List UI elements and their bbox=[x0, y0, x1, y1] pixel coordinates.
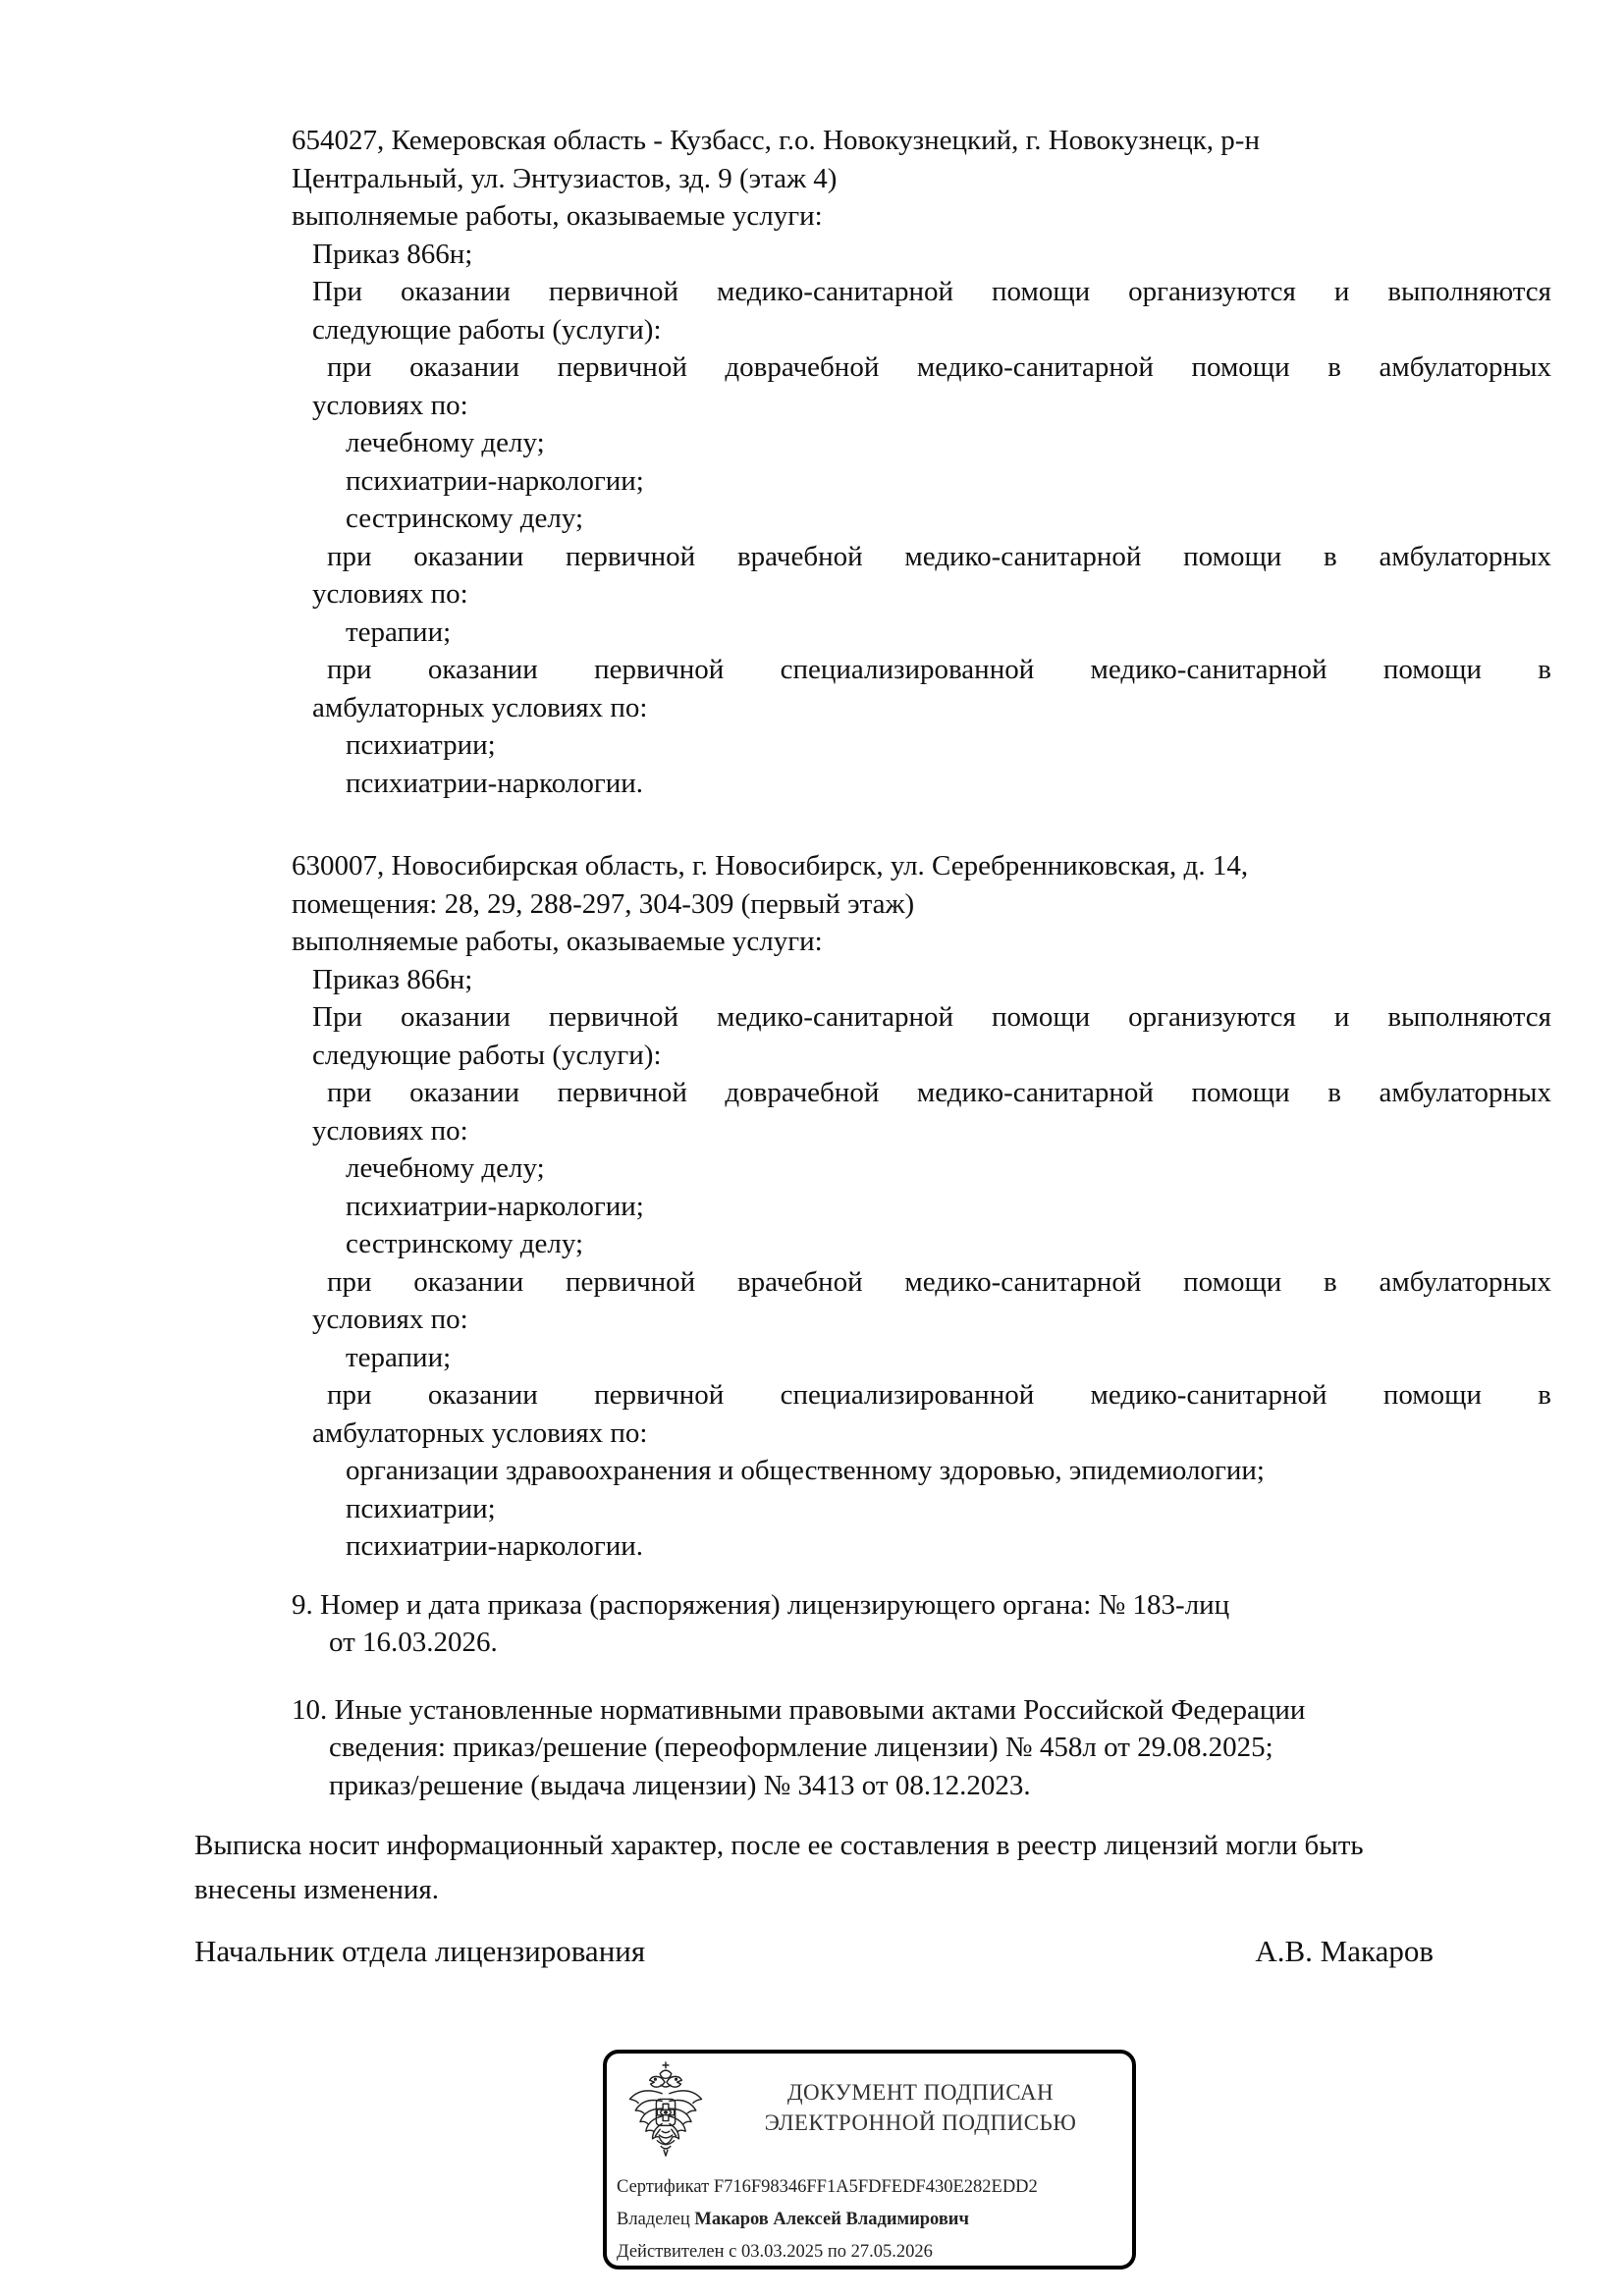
text-line: от 16.03.2026. bbox=[329, 1627, 498, 1658]
stamp-owner-line bbox=[617, 2204, 1132, 2236]
certificate-label: Сертификат bbox=[617, 2177, 710, 2197]
text-line: психиатрии-наркологии; bbox=[346, 1190, 644, 1222]
text-line: терапии; bbox=[346, 615, 452, 648]
text-line: психиатрии; bbox=[346, 729, 496, 761]
text-line: психиатрии-наркологии; bbox=[346, 464, 644, 497]
text-line: Приказ 866н; bbox=[312, 238, 473, 270]
text-line: следующие работы (услуги): bbox=[312, 313, 662, 346]
stamp-info bbox=[617, 2171, 1132, 2269]
text-line: амбулаторных условиях по: bbox=[312, 691, 648, 723]
text-line: лечебному делу; bbox=[346, 1152, 545, 1184]
text-line: 10. Иные установленные нормативными правовыми актами Российской Федерации bbox=[292, 1693, 1306, 1726]
text-line: Приказ 866н; bbox=[312, 963, 473, 995]
order-item-9 bbox=[292, 1586, 1551, 1662]
text-line: 9. Номер и дата приказа (распоряжения) лицензирующего органа: № 183-лиц bbox=[292, 1588, 1230, 1621]
stamp-certificate-line bbox=[617, 2171, 1132, 2204]
text-line: сестринскому делу; bbox=[346, 503, 584, 534]
text-line: при оказании первичной доврачебной медико-санитарной помощи в амбулаторных bbox=[327, 1077, 1551, 1108]
signature-row bbox=[194, 1934, 1434, 1969]
text-line: следующие работы (услуги): bbox=[312, 1039, 662, 1071]
double-eagle-emblem-icon bbox=[623, 2061, 709, 2160]
stamp-header bbox=[607, 2054, 1132, 2165]
text-line: выполняемые работы, оказываемые услуги: bbox=[292, 926, 823, 957]
text-line: психиатрии-наркологии. bbox=[346, 767, 644, 799]
footer-note-line: Выписка носит информационный характер, после ее составления в реестр лицензий могли быть bbox=[194, 1830, 1364, 1861]
footer-note bbox=[194, 1824, 1564, 1912]
text-line: организации здравоохранения и общественному здоровью, эпидемиологии; bbox=[346, 1455, 1265, 1486]
signatory-name: А.В. Макаров bbox=[1255, 1934, 1434, 1968]
text-line: психиатрии-наркологии. bbox=[346, 1530, 644, 1562]
text-line: амбулаторных условиях по: bbox=[312, 1416, 648, 1449]
text-line: терапии; bbox=[346, 1341, 452, 1373]
order-item-10 bbox=[292, 1691, 1551, 1805]
text-line: при оказании первичной врачебной медико-санитарной помощи в амбулаторных bbox=[327, 540, 1551, 572]
text-line: выполняемые работы, оказываемые услуги: bbox=[292, 200, 823, 232]
text-line: При оказании первичной медико-санитарной помощи организуются и выполняются bbox=[312, 276, 1551, 307]
owner-value: Макаров Алексей Владимирович bbox=[694, 2210, 969, 2229]
stamp-validity-line: Действителен с 03.03.2025 по 27.05.2026 bbox=[617, 2242, 933, 2262]
text-line: 654027, Кемеровская область - Кузбасс, г.о. Новокузнецкий, г. Новокузнецк, р-н bbox=[292, 125, 1260, 156]
text-line: Центральный, ул. Энтузиастов, зд. 9 (этаж 4) bbox=[292, 162, 838, 194]
text-line: При оказании первичной медико-санитарной помощи организуются и выполняются bbox=[312, 1001, 1551, 1033]
text-line: помещения: 28, 29, 288-297, 304-309 (первый этаж) bbox=[292, 887, 915, 920]
text-line: условиях по: bbox=[312, 1114, 468, 1147]
stamp-title-line2: ЭЛЕКТРОННОЙ ПОДПИСЬЮ bbox=[764, 2110, 1077, 2135]
text-line: лечебному делу; bbox=[346, 427, 545, 458]
owner-label: Владелец bbox=[617, 2210, 690, 2229]
signatory-title: Начальник отдела лицензирования bbox=[194, 1934, 646, 1968]
text-line: приказ/решение (выдача лицензии) № 3413 от 08.12.2023. bbox=[329, 1769, 1031, 1801]
stamp-title bbox=[709, 2077, 1132, 2138]
address-block-2 bbox=[292, 847, 1551, 1566]
text-line: при оказании первичной доврачебной медико-санитарной помощи в амбулаторных bbox=[327, 351, 1551, 383]
footer-note-line: внесены изменения. bbox=[194, 1874, 439, 1905]
text-line: условиях по: bbox=[312, 578, 468, 610]
text-line: сведения: приказ/решение (переоформление лицензии) № 458л от 29.08.2025; bbox=[329, 1732, 1273, 1763]
electronic-signature-stamp bbox=[603, 2050, 1136, 2269]
address-block-1 bbox=[292, 122, 1551, 802]
text-line: условиях по: bbox=[312, 1304, 468, 1335]
text-line: при оказании первичной специализированной медико-санитарной помощи в bbox=[327, 1379, 1551, 1411]
text-line: при оказании первичной врачебной медико-санитарной помощи в амбулаторных bbox=[327, 1265, 1551, 1298]
text-line: сестринскому делу; bbox=[346, 1228, 584, 1259]
text-line: условиях по: bbox=[312, 389, 468, 421]
text-line: психиатрии; bbox=[346, 1492, 496, 1524]
text-line: 630007, Новосибирская область, г. Новосибирск, ул. Серебренниковская, д. 14, bbox=[292, 850, 1249, 881]
certificate-value: F716F98346FF1A5FDFEDF430E282EDD2 bbox=[713, 2177, 1038, 2197]
document-body bbox=[292, 122, 1551, 1804]
stamp-title-line1: ДОКУМЕНТ ПОДПИСАН bbox=[786, 2080, 1055, 2105]
text-line: при оказании первичной специализированной медико-санитарной помощи в bbox=[327, 654, 1551, 685]
